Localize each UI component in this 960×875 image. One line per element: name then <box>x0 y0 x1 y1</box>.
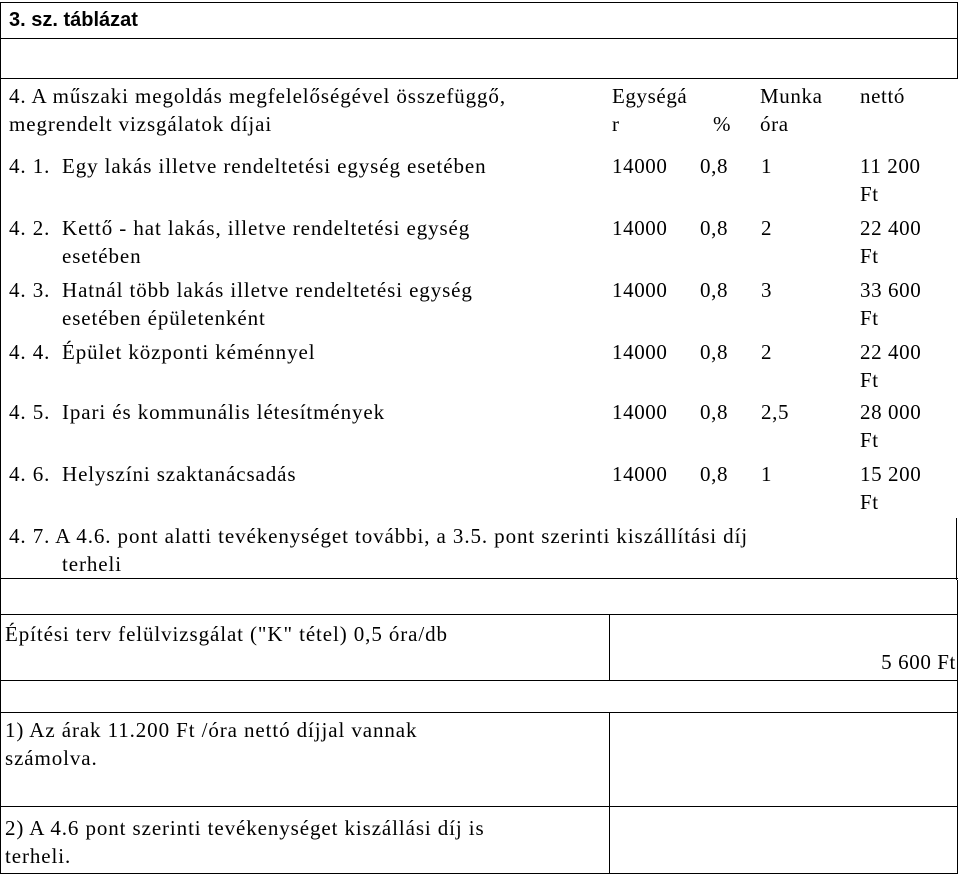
row-unit-price: 14000 <box>612 340 668 364</box>
row-description: Ipari és kommunális létesítmények <box>62 400 386 424</box>
grid-line <box>0 680 958 681</box>
row-number: 4. 1. <box>9 154 51 178</box>
row-description: Helyszíni szaktanácsadás <box>62 462 297 486</box>
row-description: esetében épületenként <box>62 306 266 330</box>
row-net-price: 22 400 <box>860 340 922 364</box>
row-currency: Ft <box>860 244 879 268</box>
row-number: 4. 3. <box>9 278 51 302</box>
row-hours: 2 <box>761 216 773 240</box>
row-net-price: 28 000 <box>860 400 922 424</box>
row-hours: 1 <box>761 154 773 178</box>
row-unit-price: 14000 <box>612 278 668 302</box>
grid-line <box>0 578 958 579</box>
section-title: megrendelt vizsgálatok díjai <box>9 112 273 136</box>
row-hours: 2,5 <box>761 400 790 424</box>
row-net-price: 11 200 <box>860 154 921 178</box>
grid-line <box>956 518 957 580</box>
header-percent: % <box>713 112 732 136</box>
row-number: 4. 4. <box>9 340 51 364</box>
grid-line <box>0 873 958 874</box>
row-description: Épület központi kéménnyel <box>62 340 316 364</box>
row-number: 4. 2. <box>9 216 51 240</box>
header-unit-price: Egységá <box>612 84 688 108</box>
row-unit-price: 14000 <box>612 154 668 178</box>
grid-line <box>609 712 610 874</box>
row-percent: 0,8 <box>700 462 729 486</box>
row-net-price: 15 200 <box>860 462 922 486</box>
header-net: nettó <box>860 84 905 108</box>
note-text: terheli. <box>5 844 72 868</box>
header-work-hours: óra <box>760 112 789 136</box>
row-percent: 0,8 <box>700 400 729 424</box>
row-description: Egy lakás illetve rendeltetési egység esetében <box>62 154 487 178</box>
row-description: Hatnál több lakás illetve rendeltetési egység <box>62 278 473 302</box>
row-hours: 2 <box>761 340 773 364</box>
row-note-text: terheli <box>62 552 122 576</box>
row-number: 4. 5. <box>9 400 51 424</box>
grid-line <box>957 2 958 78</box>
note-text: számolva. <box>5 746 98 770</box>
row-unit-price: 14000 <box>612 216 668 240</box>
header-unit-price: r <box>612 112 620 136</box>
row-description: esetében <box>62 244 142 268</box>
grid-line <box>0 806 958 807</box>
row-note-text: 4. 7. A 4.6. pont alatti tevékenységet további, a 3.5. pont szerinti kiszállítási díj <box>9 524 749 548</box>
note-text: 2) A 4.6 pont szerinti tevékenységet kiszállási díj is <box>5 816 485 840</box>
plan-review-price: 5 600 Ft <box>881 650 956 674</box>
row-unit-price: 14000 <box>612 462 668 486</box>
row-currency: Ft <box>860 368 879 392</box>
row-description: Kettő - hat lakás, illetve rendeltetési egység <box>62 216 471 240</box>
row-hours: 3 <box>761 278 773 302</box>
grid-line <box>0 2 958 3</box>
grid-line <box>0 614 958 615</box>
row-percent: 0,8 <box>700 278 729 302</box>
grid-line <box>0 78 958 79</box>
row-currency: Ft <box>860 490 879 514</box>
row-hours: 1 <box>761 462 773 486</box>
row-percent: 0,8 <box>700 154 729 178</box>
row-currency: Ft <box>860 306 879 330</box>
section-title: 4. A műszaki megoldás megfelelőségével összefüggő, <box>9 84 506 108</box>
grid-line <box>609 614 610 680</box>
grid-line <box>0 712 958 713</box>
row-net-price: 33 600 <box>860 278 922 302</box>
row-net-price: 22 400 <box>860 216 922 240</box>
grid-line <box>0 38 958 39</box>
note-text: 1) Az árak 11.200 Ft /óra nettó díjjal vannak <box>5 718 418 742</box>
row-unit-price: 14000 <box>612 400 668 424</box>
row-percent: 0,8 <box>700 340 729 364</box>
row-currency: Ft <box>860 182 879 206</box>
row-currency: Ft <box>860 428 879 452</box>
table-title: 3. sz. táblázat <box>9 9 138 31</box>
grid-line <box>957 580 958 874</box>
row-number: 4. 6. <box>9 462 51 486</box>
grid-line <box>0 2 1 874</box>
row-percent: 0,8 <box>700 216 729 240</box>
plan-review-label: Építési terv felülvizsgálat ("K" tétel) 0,5 óra/db <box>5 622 448 646</box>
header-work-hours: Munka <box>760 84 823 108</box>
